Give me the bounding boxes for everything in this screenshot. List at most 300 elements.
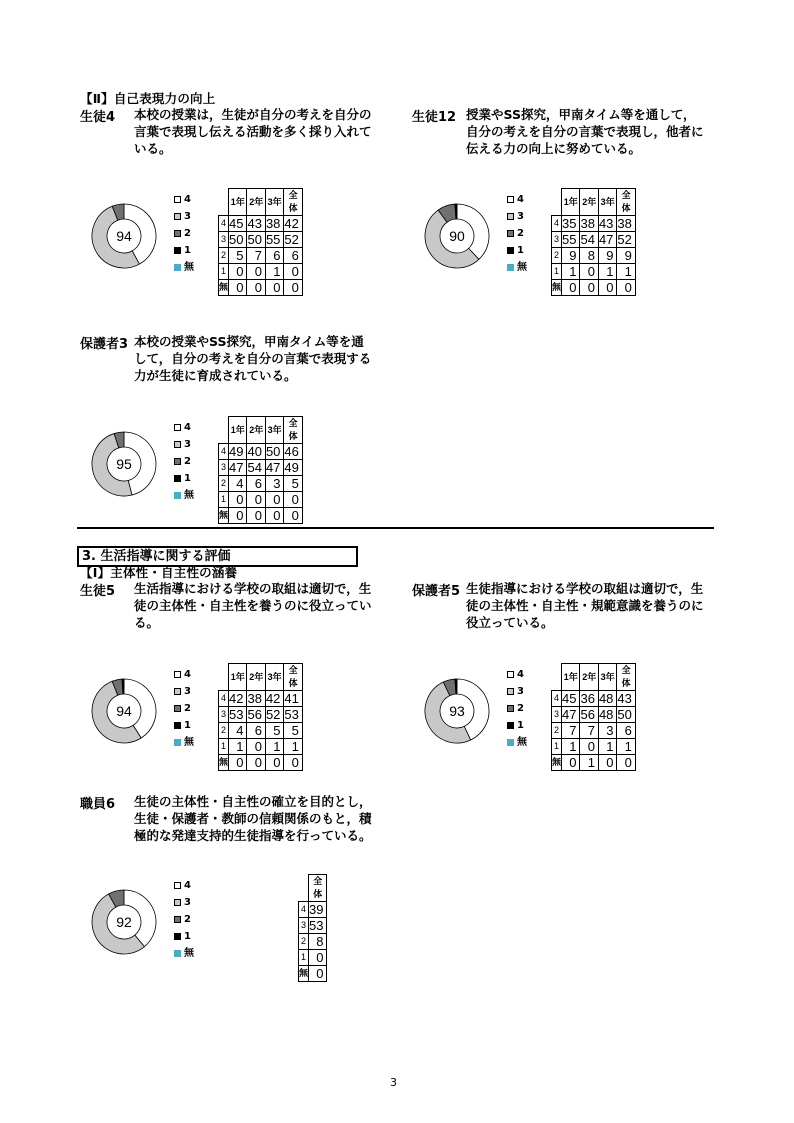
table-cell: 0 bbox=[617, 280, 635, 296]
results-table bbox=[551, 663, 636, 771]
table-cell: 0 bbox=[284, 280, 302, 296]
table-row bbox=[299, 950, 327, 966]
table-cell: 55 bbox=[562, 232, 580, 248]
donut-score: 90 bbox=[449, 228, 465, 244]
table-corner bbox=[299, 875, 309, 902]
legend-label: 4 bbox=[184, 880, 191, 891]
table-row bbox=[552, 691, 636, 707]
donut-chart bbox=[90, 677, 158, 745]
table-cell: 1 bbox=[562, 264, 580, 280]
row-label: 無 bbox=[552, 280, 562, 296]
table-cell: 1 bbox=[265, 264, 283, 280]
legend-item bbox=[174, 453, 194, 470]
legend-swatch bbox=[174, 441, 181, 448]
legend-label: 4 bbox=[184, 422, 191, 433]
table-row bbox=[219, 723, 303, 739]
table-cell: 41 bbox=[284, 691, 302, 707]
table-cell: 3 bbox=[265, 476, 283, 492]
table-cell: 46 bbox=[284, 444, 302, 460]
table-cell: 0 bbox=[284, 755, 302, 771]
table-cell: 7 bbox=[562, 723, 580, 739]
section-divider bbox=[77, 527, 714, 529]
legend-swatch bbox=[507, 230, 514, 237]
legend-item bbox=[174, 470, 194, 487]
legend-label: 2 bbox=[184, 703, 191, 714]
table-row bbox=[552, 216, 636, 232]
legend-item bbox=[507, 191, 527, 208]
legend-label: 4 bbox=[517, 194, 524, 205]
table-cell: 1 bbox=[598, 739, 616, 755]
table-cell: 54 bbox=[247, 460, 265, 476]
table-row bbox=[219, 216, 303, 232]
legend-item bbox=[507, 259, 527, 276]
column-header: 2年 bbox=[247, 189, 265, 216]
row-label: 4 bbox=[219, 216, 229, 232]
row-label: 4 bbox=[552, 216, 562, 232]
legend-swatch bbox=[507, 196, 514, 203]
legend-swatch bbox=[507, 671, 514, 678]
table-corner bbox=[552, 189, 562, 216]
legend-swatch bbox=[507, 247, 514, 254]
table-cell: 0 bbox=[617, 755, 635, 771]
legend-swatch bbox=[174, 247, 181, 254]
table-cell: 55 bbox=[265, 232, 283, 248]
question-text: 授業やSS探究，甲南タイム等を通して，自分の考えを自分の言葉で表現し，他者に伝える力の向上に努めている。 bbox=[466, 107, 704, 156]
table-cell: 0 bbox=[580, 280, 598, 296]
table-cell: 52 bbox=[265, 707, 283, 723]
section-title-3: 3. 生活指導に関する評価 bbox=[77, 546, 358, 567]
legend-swatch bbox=[507, 705, 514, 712]
donut-chart bbox=[423, 677, 491, 745]
donut-score: 92 bbox=[116, 914, 132, 930]
table-cell: 0 bbox=[284, 508, 302, 524]
row-label: 1 bbox=[552, 264, 562, 280]
table-cell: 7 bbox=[247, 248, 265, 264]
row-label: 2 bbox=[552, 723, 562, 739]
table-row bbox=[299, 902, 327, 918]
table-row bbox=[219, 691, 303, 707]
table-row bbox=[552, 707, 636, 723]
row-label: 1 bbox=[219, 492, 229, 508]
table-cell: 6 bbox=[265, 248, 283, 264]
table-cell: 50 bbox=[617, 707, 635, 723]
legend-label: 無 bbox=[517, 262, 527, 273]
table-cell: 47 bbox=[562, 707, 580, 723]
legend-label: 2 bbox=[184, 456, 191, 467]
row-label: 2 bbox=[219, 723, 229, 739]
table-cell: 52 bbox=[284, 232, 302, 248]
column-header: 2年 bbox=[247, 664, 265, 691]
legend-label: 1 bbox=[184, 720, 191, 731]
column-header: 2年 bbox=[247, 417, 265, 444]
legend-swatch bbox=[507, 213, 514, 220]
legend-item bbox=[174, 734, 194, 751]
legend-swatch bbox=[507, 722, 514, 729]
table-row bbox=[219, 280, 303, 296]
table-cell: 0 bbox=[562, 755, 580, 771]
table-cell: 50 bbox=[229, 232, 247, 248]
column-header: 3年 bbox=[598, 189, 616, 216]
legend-item bbox=[174, 700, 194, 717]
row-label: 無 bbox=[552, 755, 562, 771]
legend-swatch bbox=[174, 196, 181, 203]
table-cell: 1 bbox=[580, 755, 598, 771]
legend bbox=[174, 419, 194, 504]
legend-item bbox=[174, 717, 194, 734]
table-cell: 0 bbox=[284, 264, 302, 280]
table-row bbox=[552, 264, 636, 280]
question-label: 生徒4 bbox=[80, 110, 116, 125]
table-row bbox=[219, 739, 303, 755]
table-cell: 5 bbox=[284, 723, 302, 739]
row-label: 4 bbox=[219, 691, 229, 707]
legend-swatch bbox=[174, 916, 181, 923]
legend-swatch bbox=[174, 671, 181, 678]
column-header: 全体 bbox=[617, 664, 635, 691]
table-cell: 1 bbox=[617, 264, 635, 280]
table-cell: 6 bbox=[617, 723, 635, 739]
table-cell: 38 bbox=[247, 691, 265, 707]
legend bbox=[174, 191, 194, 276]
legend-label: 無 bbox=[184, 737, 194, 748]
table-row bbox=[552, 280, 636, 296]
column-header: 全体 bbox=[284, 664, 302, 691]
table-cell: 0 bbox=[229, 492, 247, 508]
table-cell: 47 bbox=[598, 232, 616, 248]
legend-item bbox=[174, 419, 194, 436]
question-text: 生徒の主体性・自主性の確立を目的とし，生徒・保護者・教師の信頼関係のもと，積極的な発達支持的生徒指導を行っている。 bbox=[134, 794, 372, 843]
legend-label: 無 bbox=[517, 737, 527, 748]
legend-item bbox=[507, 700, 527, 717]
table-cell: 0 bbox=[309, 950, 327, 966]
table-row bbox=[219, 492, 303, 508]
legend-label: 3 bbox=[184, 686, 191, 697]
legend-swatch bbox=[174, 475, 181, 482]
legend-item bbox=[174, 225, 194, 242]
legend-item bbox=[174, 191, 194, 208]
question-text: 生徒指導における学校の取組は適切で，生徒の主体性・自主性・規範意識を養うのに役立っている。 bbox=[466, 581, 704, 630]
legend-label: 1 bbox=[184, 473, 191, 484]
legend-label: 1 bbox=[184, 245, 191, 256]
donut-score: 94 bbox=[116, 703, 132, 719]
column-header: 全体 bbox=[617, 189, 635, 216]
row-label: 2 bbox=[299, 934, 309, 950]
column-header: 3年 bbox=[265, 189, 283, 216]
table-cell: 0 bbox=[265, 280, 283, 296]
donut-chart bbox=[423, 202, 491, 270]
table-cell: 1 bbox=[562, 739, 580, 755]
table-corner bbox=[219, 417, 229, 444]
legend-label: 2 bbox=[517, 228, 524, 239]
table-row bbox=[299, 966, 327, 982]
table-cell: 0 bbox=[247, 280, 265, 296]
table-cell: 1 bbox=[265, 739, 283, 755]
table-cell: 9 bbox=[598, 248, 616, 264]
question-text: 本校の授業は，生徒が自分の考えを自分の言葉で表現し伝える活動を多く採り入れている。 bbox=[134, 107, 372, 156]
legend-item bbox=[174, 683, 194, 700]
legend-label: 4 bbox=[184, 194, 191, 205]
legend-swatch bbox=[507, 739, 514, 746]
legend-item bbox=[174, 436, 194, 453]
row-label: 2 bbox=[552, 248, 562, 264]
row-label: 4 bbox=[219, 444, 229, 460]
table-row bbox=[552, 232, 636, 248]
table-cell: 35 bbox=[562, 216, 580, 232]
legend-item bbox=[174, 928, 194, 945]
legend-item bbox=[507, 208, 527, 225]
legend-label: 1 bbox=[517, 720, 524, 731]
legend-item bbox=[507, 717, 527, 734]
legend-item bbox=[174, 894, 194, 911]
row-label: 4 bbox=[552, 691, 562, 707]
legend-swatch bbox=[174, 688, 181, 695]
legend bbox=[174, 877, 194, 962]
legend-item bbox=[174, 487, 194, 504]
question-text: 本校の授業やSS探究，甲南タイム等を通して，自分の考えを自分の言葉で表現する力が生徒に育成されている。 bbox=[134, 334, 372, 383]
table-cell: 0 bbox=[247, 755, 265, 771]
table-row bbox=[219, 755, 303, 771]
column-header: 3年 bbox=[598, 664, 616, 691]
donut-score: 94 bbox=[116, 228, 132, 244]
section-heading-3: 【Ⅰ】主体性・自主性の涵養 bbox=[80, 565, 238, 580]
row-label: 3 bbox=[552, 707, 562, 723]
table-cell: 0 bbox=[562, 280, 580, 296]
legend-swatch bbox=[174, 899, 181, 906]
legend-swatch bbox=[174, 264, 181, 271]
table-cell: 7 bbox=[580, 723, 598, 739]
legend-label: 1 bbox=[517, 245, 524, 256]
table-cell: 9 bbox=[617, 248, 635, 264]
table-cell: 42 bbox=[229, 691, 247, 707]
table-cell: 0 bbox=[284, 492, 302, 508]
table-cell: 0 bbox=[247, 508, 265, 524]
column-header: 全体 bbox=[284, 417, 302, 444]
table-cell: 48 bbox=[598, 707, 616, 723]
results-table bbox=[218, 663, 303, 771]
legend-label: 2 bbox=[517, 703, 524, 714]
column-header: 1年 bbox=[229, 664, 247, 691]
results-table bbox=[551, 188, 636, 296]
table-corner bbox=[219, 664, 229, 691]
legend-item bbox=[507, 666, 527, 683]
donut-score: 95 bbox=[116, 456, 132, 472]
table-cell: 0 bbox=[247, 264, 265, 280]
table-cell: 0 bbox=[265, 755, 283, 771]
table-row bbox=[219, 248, 303, 264]
table-cell: 0 bbox=[229, 508, 247, 524]
table-cell: 45 bbox=[229, 216, 247, 232]
table-cell: 56 bbox=[580, 707, 598, 723]
table-row bbox=[219, 444, 303, 460]
legend-label: 2 bbox=[184, 914, 191, 925]
legend-swatch bbox=[174, 705, 181, 712]
legend-label: 2 bbox=[184, 228, 191, 239]
donut-chart bbox=[90, 202, 158, 270]
row-label: 3 bbox=[219, 460, 229, 476]
question-label: 保護者5 bbox=[412, 584, 461, 599]
row-label: 3 bbox=[219, 232, 229, 248]
row-label: 3 bbox=[219, 707, 229, 723]
legend-item bbox=[507, 683, 527, 700]
legend-swatch bbox=[507, 688, 514, 695]
legend-swatch bbox=[174, 933, 181, 940]
legend-item bbox=[174, 945, 194, 962]
row-label: 1 bbox=[219, 739, 229, 755]
legend-label: 3 bbox=[184, 439, 191, 450]
table-cell: 49 bbox=[229, 444, 247, 460]
row-label: 無 bbox=[299, 966, 309, 982]
table-cell: 5 bbox=[229, 248, 247, 264]
table-row bbox=[219, 476, 303, 492]
legend-item bbox=[174, 242, 194, 259]
column-header: 3年 bbox=[265, 664, 283, 691]
column-header: 1年 bbox=[562, 664, 580, 691]
legend-label: 3 bbox=[517, 211, 524, 222]
table-cell: 5 bbox=[265, 723, 283, 739]
table-cell: 38 bbox=[580, 216, 598, 232]
question-label: 職員6 bbox=[80, 797, 116, 812]
table-cell: 0 bbox=[229, 755, 247, 771]
table-corner bbox=[219, 189, 229, 216]
legend bbox=[507, 666, 527, 751]
legend-item bbox=[174, 666, 194, 683]
table-cell: 45 bbox=[562, 691, 580, 707]
table-cell: 48 bbox=[598, 691, 616, 707]
legend-swatch bbox=[174, 882, 181, 889]
table-row bbox=[299, 934, 327, 950]
question-label: 生徒12 bbox=[412, 110, 457, 125]
table-cell: 42 bbox=[284, 216, 302, 232]
legend-swatch bbox=[507, 264, 514, 271]
table-cell: 4 bbox=[229, 476, 247, 492]
table-cell: 4 bbox=[229, 723, 247, 739]
legend-item bbox=[507, 225, 527, 242]
table-cell: 43 bbox=[598, 216, 616, 232]
legend-label: 無 bbox=[184, 948, 194, 959]
question-label: 保護者3 bbox=[80, 337, 129, 352]
legend-item bbox=[174, 208, 194, 225]
row-label: 無 bbox=[219, 755, 229, 771]
legend-item bbox=[174, 877, 194, 894]
table-cell: 49 bbox=[284, 460, 302, 476]
legend-swatch bbox=[174, 424, 181, 431]
legend-label: 4 bbox=[184, 669, 191, 680]
row-label: 2 bbox=[219, 476, 229, 492]
table-row bbox=[552, 723, 636, 739]
legend-swatch bbox=[174, 722, 181, 729]
table-cell: 38 bbox=[265, 216, 283, 232]
legend-label: 3 bbox=[184, 211, 191, 222]
legend bbox=[174, 666, 194, 751]
results-table bbox=[218, 188, 303, 296]
table-cell: 0 bbox=[247, 492, 265, 508]
legend-swatch bbox=[174, 492, 181, 499]
table-cell: 1 bbox=[598, 264, 616, 280]
table-row bbox=[219, 232, 303, 248]
column-header: 2年 bbox=[580, 664, 598, 691]
legend-item bbox=[174, 911, 194, 928]
table-cell: 0 bbox=[247, 739, 265, 755]
page-number: 3 bbox=[390, 1076, 397, 1089]
table-row bbox=[552, 739, 636, 755]
legend-label: 3 bbox=[184, 897, 191, 908]
table-cell: 6 bbox=[284, 248, 302, 264]
legend-label: 1 bbox=[184, 931, 191, 942]
table-cell: 1 bbox=[284, 739, 302, 755]
legend-swatch bbox=[174, 950, 181, 957]
column-header: 全体 bbox=[309, 875, 327, 902]
donut-score: 93 bbox=[449, 703, 465, 719]
row-label: 無 bbox=[219, 280, 229, 296]
results-table bbox=[218, 416, 303, 524]
table-cell: 0 bbox=[309, 966, 327, 982]
table-cell: 53 bbox=[309, 918, 327, 934]
table-cell: 52 bbox=[617, 232, 635, 248]
table-cell: 54 bbox=[580, 232, 598, 248]
legend bbox=[507, 191, 527, 276]
table-cell: 0 bbox=[598, 280, 616, 296]
table-cell: 50 bbox=[247, 232, 265, 248]
row-label: 3 bbox=[299, 918, 309, 934]
table-cell: 0 bbox=[229, 264, 247, 280]
table-cell: 47 bbox=[265, 460, 283, 476]
table-row bbox=[219, 508, 303, 524]
table-cell: 3 bbox=[598, 723, 616, 739]
table-cell: 5 bbox=[284, 476, 302, 492]
legend-label: 無 bbox=[184, 490, 194, 501]
donut-chart bbox=[90, 430, 158, 498]
table-corner bbox=[552, 664, 562, 691]
legend-item bbox=[174, 259, 194, 276]
row-label: 1 bbox=[219, 264, 229, 280]
legend-swatch bbox=[174, 230, 181, 237]
table-cell: 53 bbox=[284, 707, 302, 723]
row-label: 2 bbox=[219, 248, 229, 264]
table-row bbox=[552, 248, 636, 264]
legend-label: 3 bbox=[517, 686, 524, 697]
table-cell: 43 bbox=[617, 691, 635, 707]
row-label: 3 bbox=[552, 232, 562, 248]
column-header: 1年 bbox=[229, 189, 247, 216]
row-label: 4 bbox=[299, 902, 309, 918]
legend-swatch bbox=[174, 213, 181, 220]
table-cell: 8 bbox=[580, 248, 598, 264]
row-label: 1 bbox=[552, 739, 562, 755]
legend-swatch bbox=[174, 458, 181, 465]
table-row bbox=[299, 918, 327, 934]
column-header: 全体 bbox=[284, 189, 302, 216]
table-cell: 1 bbox=[229, 739, 247, 755]
table-cell: 38 bbox=[617, 216, 635, 232]
table-cell: 0 bbox=[598, 755, 616, 771]
table-row bbox=[552, 755, 636, 771]
question-label: 生徒5 bbox=[80, 584, 116, 599]
table-cell: 8 bbox=[309, 934, 327, 950]
legend-item bbox=[507, 734, 527, 751]
table-cell: 0 bbox=[580, 264, 598, 280]
table-cell: 53 bbox=[229, 707, 247, 723]
results-table bbox=[298, 874, 327, 982]
legend-item bbox=[507, 242, 527, 259]
table-row bbox=[219, 460, 303, 476]
table-cell: 47 bbox=[229, 460, 247, 476]
table-cell: 6 bbox=[247, 476, 265, 492]
table-cell: 6 bbox=[247, 723, 265, 739]
table-cell: 36 bbox=[580, 691, 598, 707]
column-header: 2年 bbox=[580, 189, 598, 216]
legend-swatch bbox=[174, 739, 181, 746]
row-label: 1 bbox=[299, 950, 309, 966]
